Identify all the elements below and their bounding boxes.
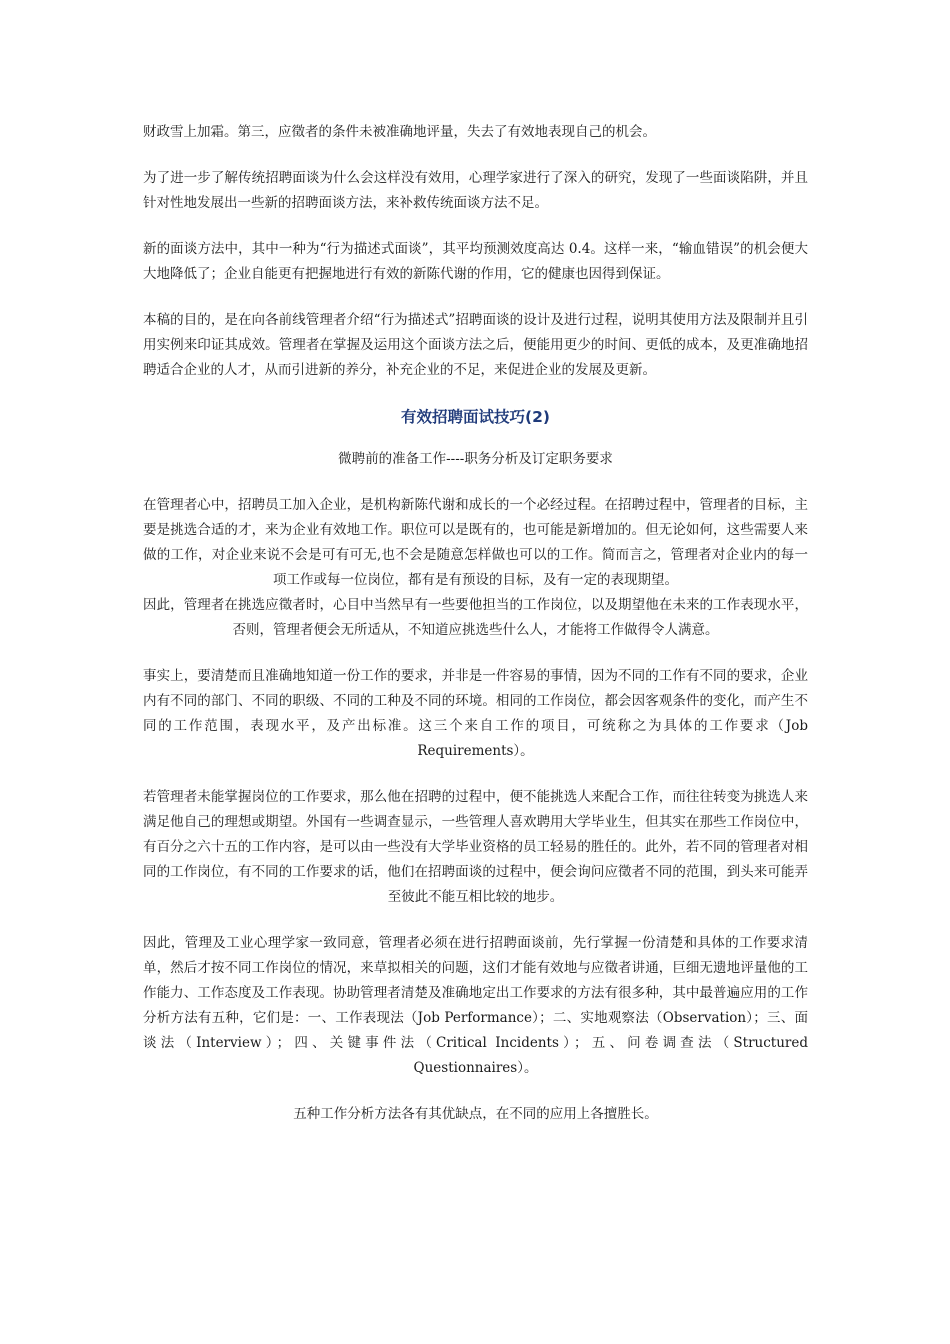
intro-paragraph-1: 财政雪上加霜。第三，应徵者的条件未被准确地评量，失去了有效地表现自己的机会。 xyxy=(143,124,656,140)
body-paragraph-5: 因此，管理及工业心理学家一致同意，管理者必须在进行招聘面谈前，先行掌握一份清楚和具体的工作要求清单，然后才按不同工作岗位的情况，来草拟相关的问题，这们才能有效地与应徵者讲通，巨细无遗地评量他的工作能力、工作态度及工作表现。协助管理者清楚及准确地定出工作要求的方法有很多种，其中最普遍应用的工作分析方法有五种，它们是：一、工作表现法（Job Performance）；二、实地观察法（Observation）；三、面谈法（Interview）；四、关键事件法（Critical Incidents）；五、问卷调查法（Structured Questionnaires）。 xyxy=(143,935,808,1076)
intro-paragraph-3: 新的面谈方法中，其中一种为“行为描述式面谈”，其平均预测效度高达 0.4。这样一来，“输血错误”的机会便大大地降低了；企业自能更有把握地进行有效的新陈代谢的作用，它的健康也因得到保证。 xyxy=(143,241,808,282)
body-paragraph-2: 因此，管理者在挑选应徵者时，心目中当然早有一些要他担当的工作岗位，以及期望他在未来的工作表现水平，否则，管理者便会无所适从，不知道应挑选些什么人，才能将工作做得令人满意。 xyxy=(143,597,808,638)
body-paragraph-3: 事实上，要清楚而且准确地知道一份工作的要求，并非是一件容易的事情，因为不同的工作有不同的要求，企业内有不同的部门、不同的职级、不同的工种及不同的环境。相同的工作岗位，都会因客观条件的变化，而产生不同的工作范围，表现水平，及产出标准。这三个来自工作的项目，可统称之为具体的工作要求（Job Requirements）。 xyxy=(143,668,808,759)
closing-line: 五种工作分析方法各有其优缺点，在不同的应用上各擅胜长。 xyxy=(293,1106,658,1122)
intro-paragraph-2: 为了进一步了解传统招聘面谈为什么会这样没有效用，心理学家进行了深入的研究，发现了一些面谈陷阱，并且针对性地发展出一些新的招聘面谈方法，来补救传统面谈方法不足。 xyxy=(143,170,808,211)
body-paragraph-4: 若管理者未能掌握岗位的工作要求，那么他在招聘的过程中，便不能挑选人来配合工作，而往往转变为挑选人来满足他自己的理想或期望。外国有一些调查显示，一些管理人喜欢聘用大学毕业生，但其实在那些工作岗位中，有百分之六十五的工作内容，是可以由一些没有大学毕业资格的员工轻易的胜任的。此外，若不同的管理者对相同的工作岗位，有不同的工作要求的话，他们在招聘面谈的过程中，便会询问应徵者不同的范围，到头来可能弄至彼此不能互相比较的地步。 xyxy=(143,789,808,905)
section-heading: 有效招聘面试技巧(2) xyxy=(401,408,550,426)
document-page xyxy=(143,120,808,1127)
body-paragraph-1: 在管理者心中，招聘员工加入企业，是机构新陈代谢和成长的一个必经过程。在招聘过程中，管理者的目标，主要是挑选合适的才，来为企业有效地工作。职位可以是既有的，也可能是新增加的。但无论如何，这些需要人来做的工作，对企业来说不会是可有可无,也不会是随意怎样做也可以的工作。简而言之，管理者对企业内的每一项工作或每一位岗位，都有是有预设的目标，及有一定的表现期望。 xyxy=(143,497,808,588)
intro-paragraph-4: 本稿的目的，是在向各前线管理者介绍“行为描述式”招聘面谈的设计及进行过程，说明其使用方法及限制并且引用实例来印证其成效。管理者在掌握及运用这个面谈方法之后，便能用更少的时间、更低的成本，及更准确地招聘适合企业的人才，从而引进新的养分，补充企业的不足，来促进企业的发展及更新。 xyxy=(143,312,808,378)
section-subheading: 微聘前的准备工作----职务分析及订定职务要求 xyxy=(338,451,613,467)
